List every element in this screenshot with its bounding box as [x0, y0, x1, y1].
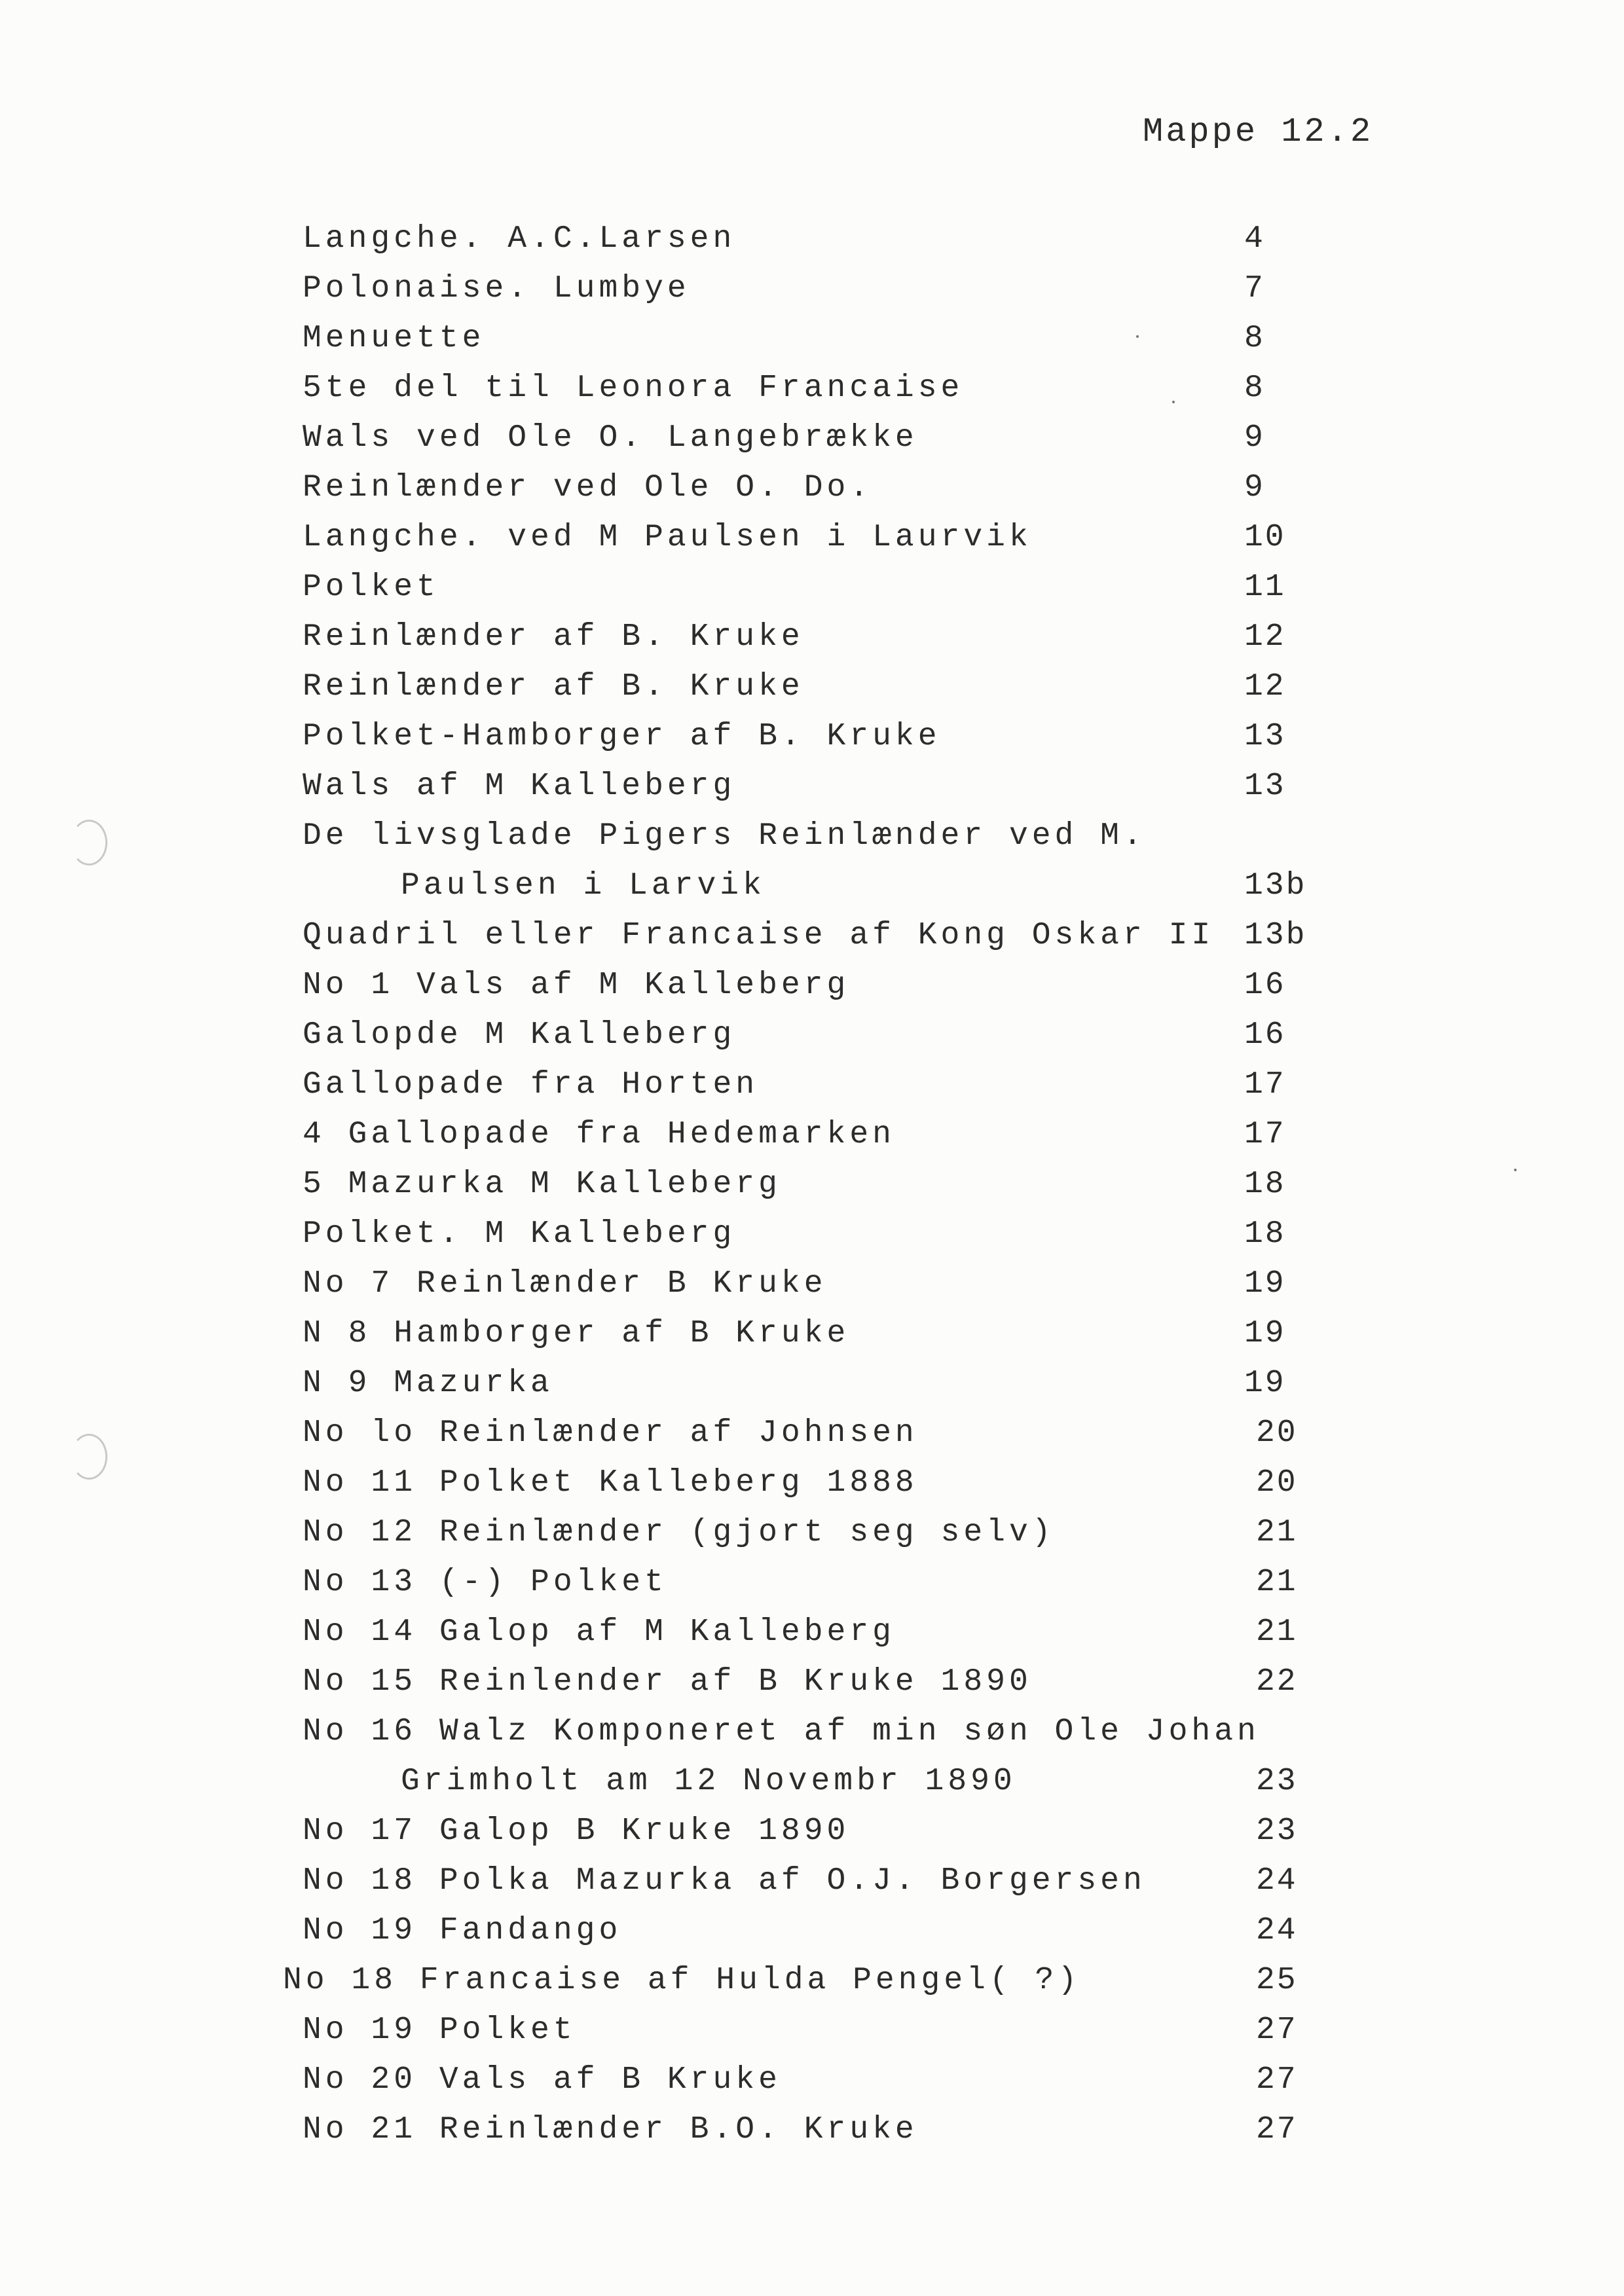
entry-page-number: 18 [1244, 1216, 1286, 1252]
entry-title: No lo Reinlænder af Johnsen [303, 1415, 918, 1451]
entry-page-number: 4 [1244, 221, 1265, 257]
entry-title: No 12 Reinlænder (gjort seg selv) [303, 1515, 1055, 1550]
entry-title: No 1 Vals af M Kalleberg [303, 968, 850, 1003]
entry-title: Reinlænder af B. Kruke [303, 669, 804, 704]
index-entry [0, 2062, 1624, 2112]
entry-title: No 18 Polka Mazurka af O.J. Borgersen [303, 1863, 1146, 1899]
index-entry [0, 420, 1624, 470]
index-entry [0, 221, 1624, 271]
index-entry [0, 619, 1624, 669]
entry-title: 5te del til Leonora Francaise [303, 371, 964, 406]
entry-page-number: 12 [1244, 619, 1286, 655]
index-entry [0, 868, 1624, 918]
index-entry [0, 769, 1624, 818]
index-entry [0, 1366, 1624, 1415]
entry-title: Quadril eller Francaise af Kong Oskar II [303, 918, 1215, 953]
index-entry [0, 1714, 1624, 1764]
entry-page-number: 24 [1256, 1863, 1298, 1899]
entry-title: Polket-Hamborger af B. Kruke [303, 719, 941, 754]
entry-page-number: 20 [1256, 1415, 1298, 1451]
entry-title: N 8 Hamborger af B Kruke [303, 1316, 850, 1351]
entry-title: De livsglade Pigers Reinlænder ved M. [303, 818, 1146, 854]
index-entry [0, 1913, 1624, 1963]
entry-page-number: 27 [1256, 2062, 1298, 2098]
entry-page-number: 20 [1256, 1465, 1298, 1501]
folder-reference: Mappe 12.2 [1143, 113, 1374, 151]
entry-title: Reinlænder ved Ole O. Do. [303, 470, 873, 505]
index-entry [0, 1117, 1624, 1167]
entry-title: No 19 Fandango [303, 1913, 622, 1948]
entry-title: Langche. ved M Paulsen i Laurvik [303, 520, 1032, 555]
entry-title: Grimholt am 12 Novembr 1890 [401, 1764, 1016, 1799]
entry-page-number: 27 [1256, 2013, 1298, 2048]
entry-page-number: 13b [1244, 868, 1307, 903]
entry-page-number: 23 [1256, 1764, 1298, 1799]
entry-title: No 7 Reinlænder B Kruke [303, 1266, 827, 1302]
entry-title: Langche. A.C.Larsen [303, 221, 736, 257]
index-entry [0, 1565, 1624, 1614]
index-entry [0, 1216, 1624, 1266]
index-entry [0, 1017, 1624, 1067]
entry-page-number: 21 [1256, 1614, 1298, 1650]
index-entry [0, 1067, 1624, 1117]
entry-page-number: 8 [1244, 371, 1265, 406]
entry-title: N 9 Mazurka [303, 1366, 553, 1401]
index-entry [0, 271, 1624, 321]
entry-page-number: 21 [1256, 1565, 1298, 1600]
entry-page-number: 17 [1244, 1117, 1286, 1152]
entry-title: No 14 Galop af M Kalleberg [303, 1614, 895, 1650]
index-entry [0, 1465, 1624, 1515]
entry-page-number: 12 [1244, 669, 1286, 704]
entry-page-number: 13 [1244, 719, 1286, 754]
entry-title: Menuette [303, 321, 485, 356]
entry-page-number: 22 [1256, 1664, 1298, 1700]
entry-title: No 15 Reinlender af B Kruke 1890 [303, 1664, 1032, 1700]
entry-title: Galopde M Kalleberg [303, 1017, 736, 1053]
entry-title: No 13 (-) Polket [303, 1565, 667, 1600]
entry-title: Gallopade fra Horten [303, 1067, 759, 1102]
entry-title: 4 Gallopade fra Hedemarken [303, 1117, 895, 1152]
index-entry [0, 968, 1624, 1017]
entry-page-number: 8 [1244, 321, 1265, 356]
entry-page-number: 27 [1256, 2112, 1298, 2147]
index-entry [0, 1664, 1624, 1714]
index-entry [0, 669, 1624, 719]
index-entry [0, 2112, 1624, 2162]
entry-title: No 19 Polket [303, 2013, 576, 2048]
index-entry [0, 1266, 1624, 1316]
index-entry [0, 371, 1624, 420]
entry-page-number: 25 [1256, 1963, 1298, 1998]
index-entry [0, 2013, 1624, 2062]
index-entry [0, 520, 1624, 570]
entry-title: Polket [303, 570, 439, 605]
entry-title: Reinlænder af B. Kruke [303, 619, 804, 655]
entry-page-number: 18 [1244, 1167, 1286, 1202]
entry-title: Wals af M Kalleberg [303, 769, 736, 804]
index-entry [0, 1167, 1624, 1216]
index-entry [0, 1515, 1624, 1565]
index-entry [0, 1963, 1624, 2013]
entry-title: Polonaise. Lumbye [303, 271, 690, 306]
index-entry [0, 1813, 1624, 1863]
entry-page-number: 13b [1244, 918, 1307, 953]
index-entry [0, 1316, 1624, 1366]
entry-page-number: 9 [1244, 420, 1265, 456]
entry-page-number: 17 [1244, 1067, 1286, 1102]
entry-page-number: 19 [1244, 1366, 1286, 1401]
index-entry [0, 1415, 1624, 1465]
entry-title: Paulsen i Larvik [401, 868, 766, 903]
index-entry [0, 321, 1624, 371]
entry-page-number: 7 [1244, 271, 1265, 306]
entry-title: No 17 Galop B Kruke 1890 [303, 1813, 850, 1849]
index-entry [0, 719, 1624, 769]
index-entry [0, 818, 1624, 868]
index-entry [0, 1863, 1624, 1913]
entry-page-number: 16 [1244, 968, 1286, 1003]
index-entry [0, 570, 1624, 619]
entry-page-number: 9 [1244, 470, 1265, 505]
entry-page-number: 19 [1244, 1266, 1286, 1302]
entry-title: 5 Mazurka M Kalleberg [303, 1167, 781, 1202]
index-entry [0, 918, 1624, 968]
entry-page-number: 23 [1256, 1813, 1298, 1849]
entry-page-number: 16 [1244, 1017, 1286, 1053]
entry-title: No 16 Walz Komponeret af min søn Ole Johan [303, 1714, 1260, 1749]
index-entry [0, 470, 1624, 520]
entry-page-number: 13 [1244, 769, 1286, 804]
entry-page-number: 19 [1244, 1316, 1286, 1351]
entry-title: Polket. M Kalleberg [303, 1216, 736, 1252]
entry-title: No 21 Reinlænder B.O. Kruke [303, 2112, 918, 2147]
entry-title: No 20 Vals af B Kruke [303, 2062, 781, 2098]
entry-page-number: 10 [1244, 520, 1286, 555]
entry-page-number: 24 [1256, 1913, 1298, 1948]
index-entry [0, 1764, 1624, 1813]
entry-page-number: 11 [1244, 570, 1286, 605]
entry-page-number: 21 [1256, 1515, 1298, 1550]
entry-title: Wals ved Ole O. Langebrække [303, 420, 918, 456]
index-entry [0, 1614, 1624, 1664]
entry-title: No 11 Polket Kalleberg 1888 [303, 1465, 918, 1501]
entry-title: No 18 Francaise af Hulda Pengel( ?) [283, 1963, 1081, 1998]
